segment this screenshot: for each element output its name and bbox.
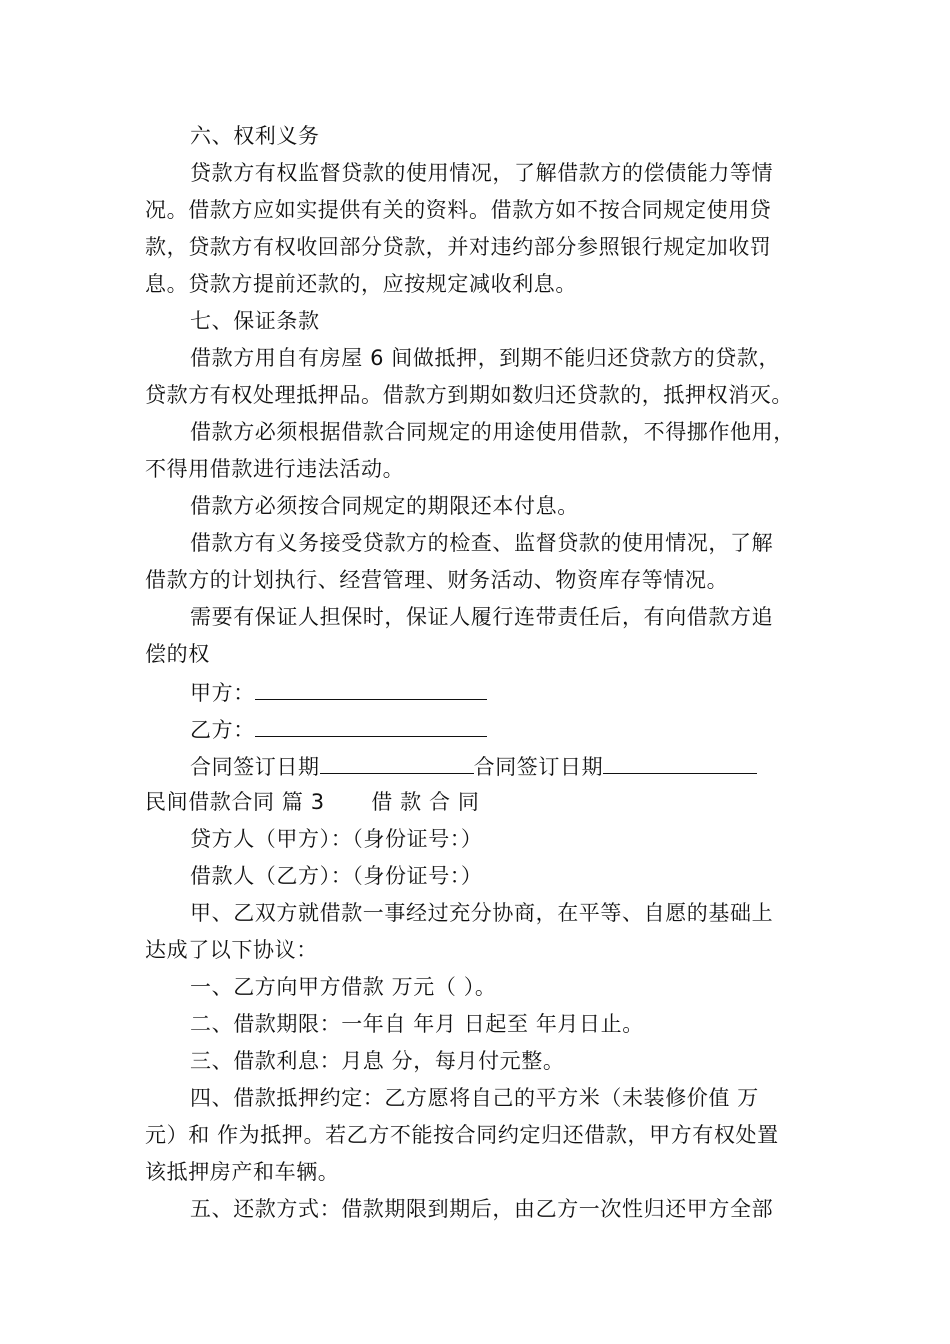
section-heading-rights: 六、权利义务 bbox=[190, 124, 320, 148]
paragraph-line: 三、借款利息：月息 分，每月付元整。 bbox=[190, 1049, 565, 1073]
paragraph-line: 该抵押房产和车辆。 bbox=[145, 1160, 340, 1184]
paragraph-line: 甲、乙双方就借款一事经过充分协商，在平等、自愿的基础上 bbox=[190, 901, 774, 925]
paragraph-line: 贷款方有权监督贷款的使用情况，了解借款方的偿债能力等情 bbox=[190, 161, 774, 185]
paragraph-line: 贷方人（甲方）：（身份证号：） bbox=[190, 827, 483, 851]
paragraph-line: 需要有保证人担保时，保证人履行连带责任后，有向借款方追 bbox=[190, 605, 774, 629]
paragraph-line: 二、借款期限：一年自 年月 日起至 年月日止。 bbox=[190, 1012, 644, 1036]
paragraph-line: 达成了以下协议： bbox=[145, 938, 318, 962]
sign-date-label: 合同签订日期 bbox=[190, 755, 320, 779]
section-heading-line bbox=[145, 790, 480, 814]
paragraph-line: 偿的权 bbox=[145, 642, 210, 666]
sign-date-blank bbox=[603, 753, 757, 774]
paragraph-line: 况。借款方应如实提供有关的资料。借款方如不按合同规定使用贷 bbox=[145, 198, 772, 222]
party-b-blank bbox=[255, 716, 487, 737]
party-a-label: 甲方： bbox=[190, 681, 255, 705]
contract-title: 借 款 合 同 bbox=[371, 790, 480, 814]
paragraph-line: 不得用借款进行违法活动。 bbox=[145, 457, 405, 481]
sign-date-label: 合同签订日期 bbox=[473, 755, 604, 779]
sign-date-blank bbox=[320, 753, 474, 774]
sign-date-line bbox=[190, 753, 757, 779]
paragraph-line: 一、乙方向甲方借款 万元（ ）。 bbox=[190, 975, 497, 999]
paragraph-line: 四、借款抵押约定：乙方愿将自己的平方米（未装修价值 万 bbox=[190, 1086, 759, 1110]
paragraph-line: 借款方的计划执行、经营管理、财务活动、物资库存等情况。 bbox=[145, 568, 729, 592]
paragraph-line: 借款方用自有房屋 6 间做抵押，到期不能归还贷款方的贷款， bbox=[190, 346, 781, 370]
paragraph-line: 借款方必须按合同规定的期限还本付息。 bbox=[190, 494, 579, 518]
paragraph-line: 五、还款方式：借款期限到期后，由乙方一次性归还甲方全部 bbox=[190, 1197, 774, 1221]
party-a-blank bbox=[255, 679, 487, 700]
paragraph-line: 款，贷款方有权收回部分贷款，并对违约部分参照银行规定加收罚 bbox=[145, 235, 772, 259]
paragraph-line: 贷款方有权处理抵押品。借款方到期如数归还贷款的，抵押权消灭。 bbox=[145, 383, 793, 407]
party-b-signature-line bbox=[190, 716, 487, 742]
section-heading-guarantee: 七、保证条款 bbox=[190, 309, 320, 333]
section-heading: 民间借款合同 篇 3 bbox=[145, 790, 325, 814]
paragraph-line: 借款方必须根据借款合同规定的用途使用借款，不得挪作他用， bbox=[190, 420, 795, 444]
paragraph-line: 借款方有义务接受贷款方的检查、监督贷款的使用情况，了解 bbox=[190, 531, 774, 555]
party-a-signature-line bbox=[190, 679, 487, 705]
paragraph-line: 借款人（乙方）：（身份证号：） bbox=[190, 864, 483, 888]
paragraph-line: 息。贷款方提前还款的，应按规定减收利息。 bbox=[145, 272, 577, 296]
party-b-label: 乙方： bbox=[190, 718, 255, 742]
paragraph-line: 元）和 作为抵押。若乙方不能按合同约定归还借款，甲方有权处置 bbox=[145, 1123, 779, 1147]
